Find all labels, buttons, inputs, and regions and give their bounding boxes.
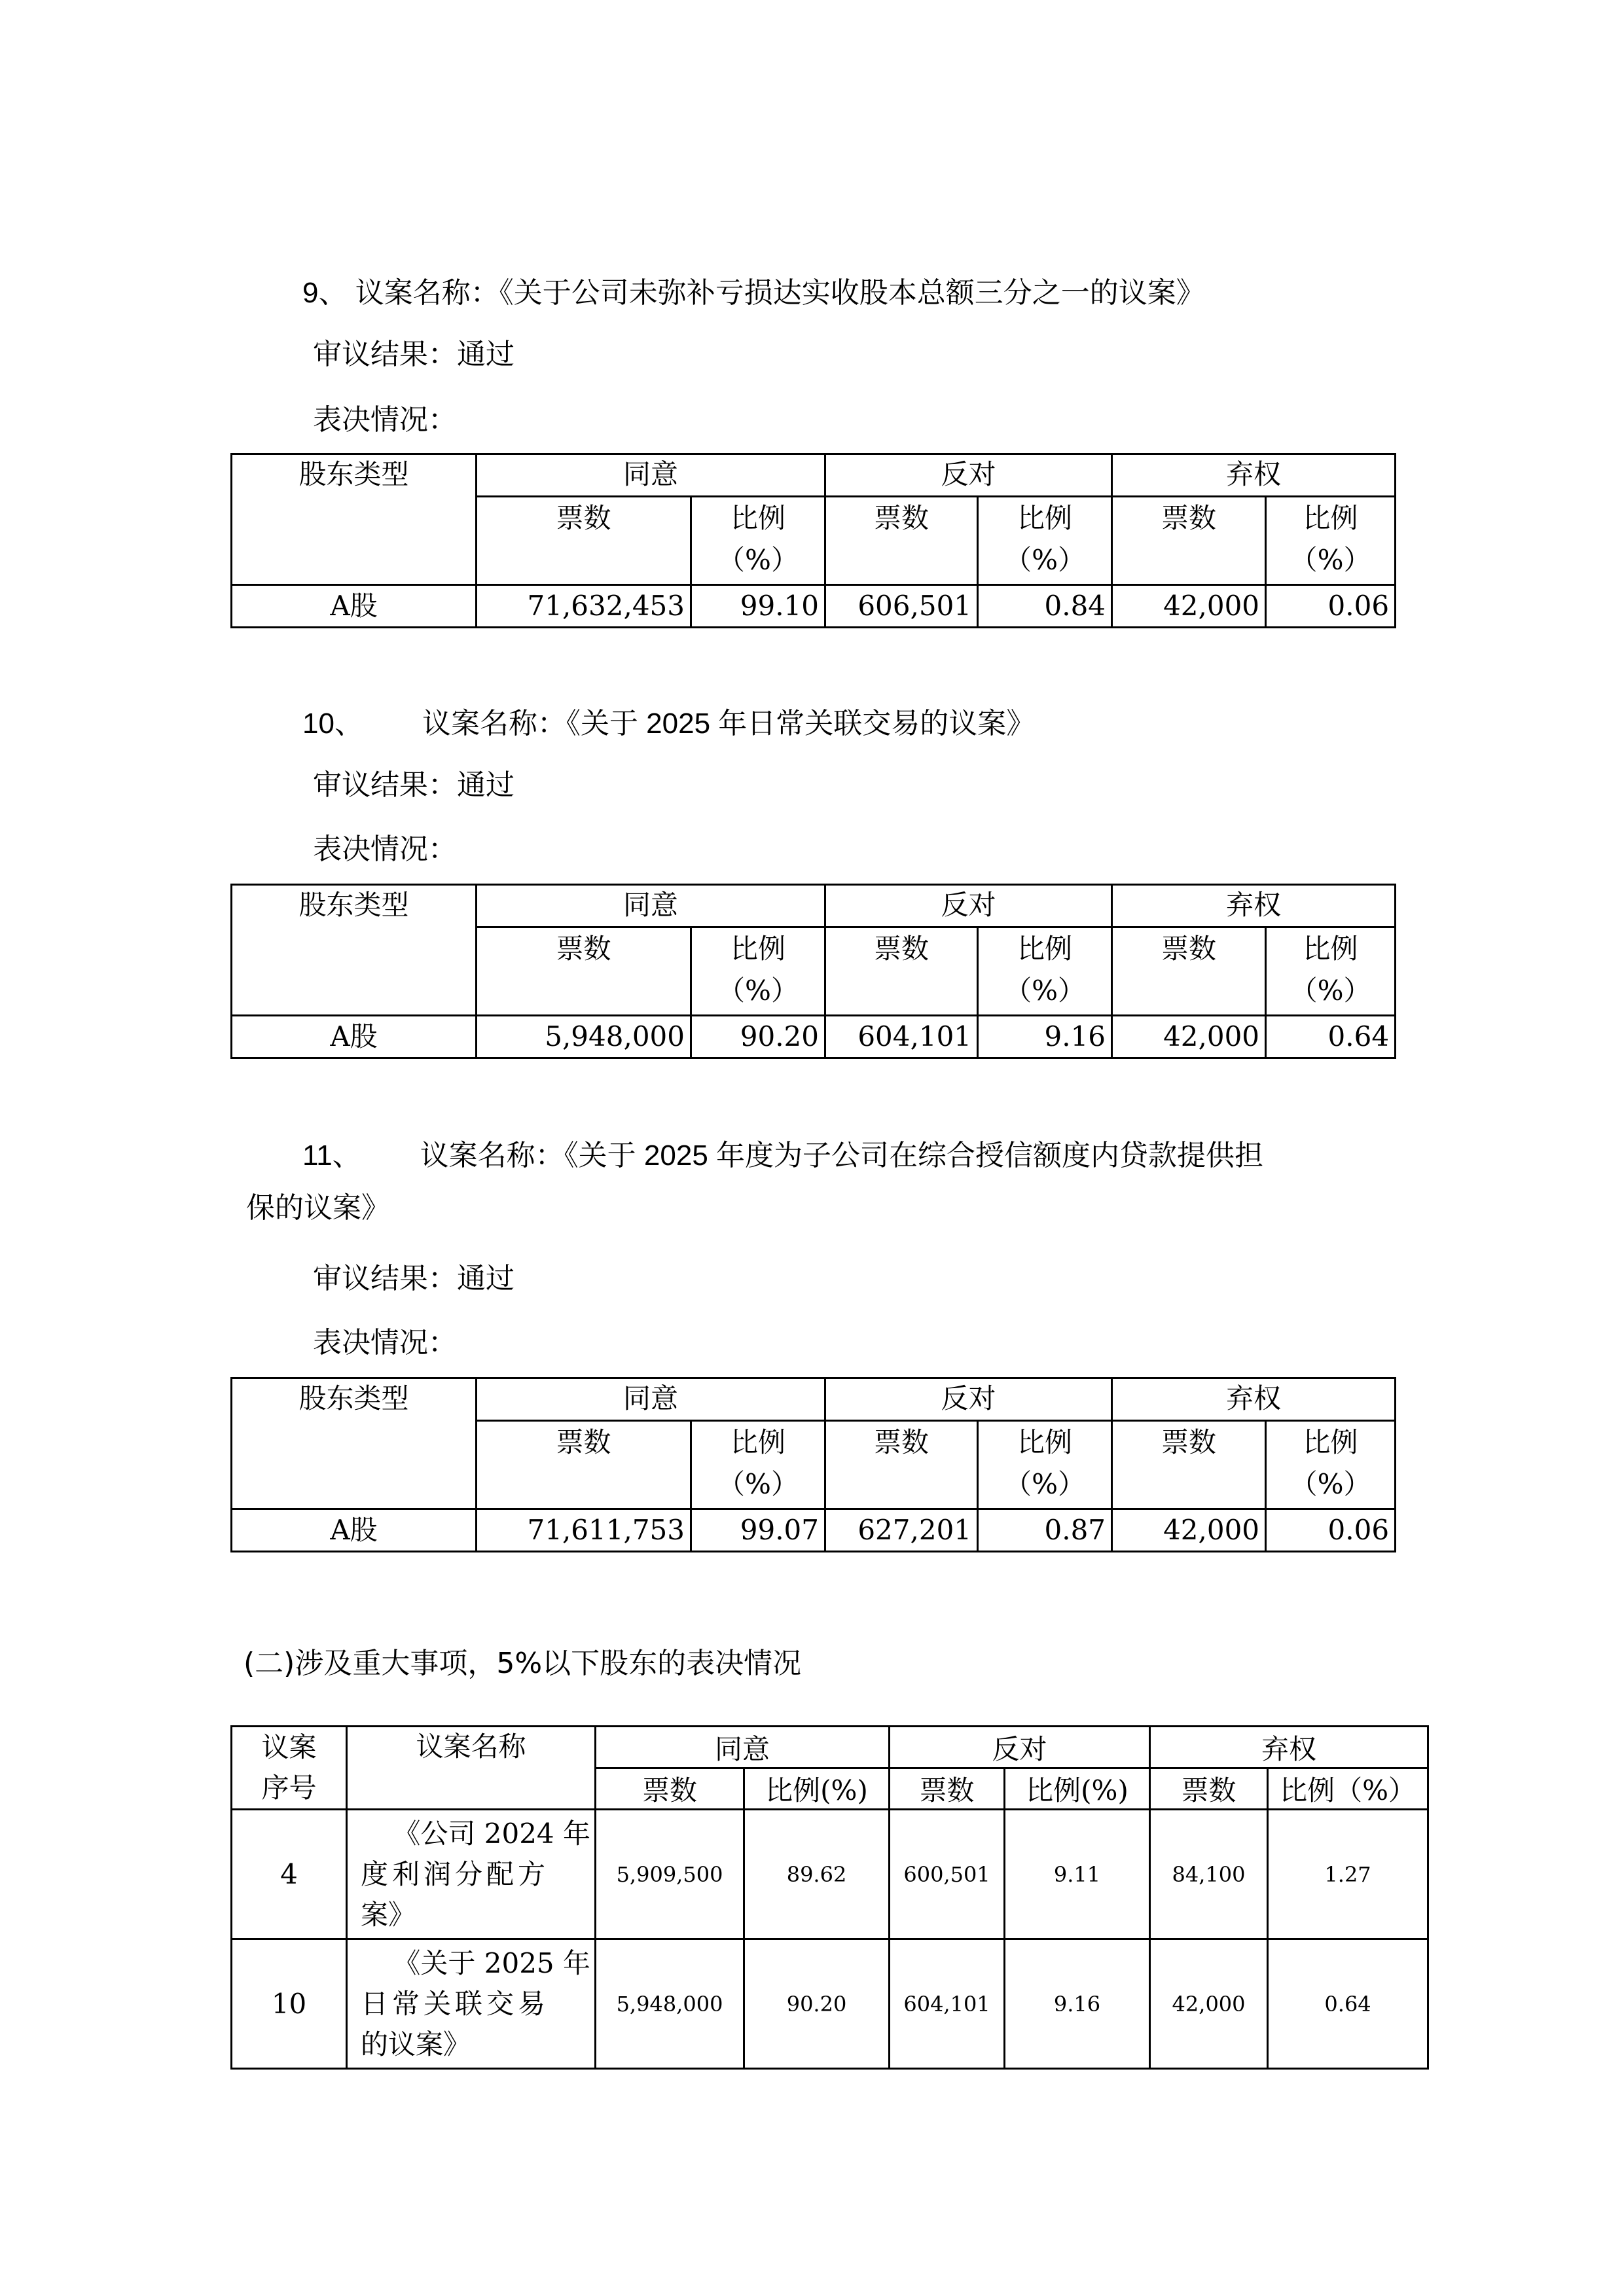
header-votes: 票数: [477, 927, 691, 1016]
cell-agree-votes: 71,632,453: [477, 585, 691, 628]
cell-abstain-pct: 0.64: [1266, 1016, 1396, 1058]
header-abstain: 弃权: [1112, 1378, 1396, 1421]
header-agree: 同意: [477, 454, 825, 497]
cell-against-votes: 606,501: [825, 585, 978, 628]
header-agree: 同意: [596, 1727, 890, 1768]
cell-abstain-pct: 0.64: [1268, 1939, 1428, 2069]
item-9-title: [302, 274, 1205, 313]
header-ratio: 比例（%）: [1268, 1768, 1428, 1810]
header-against: 反对: [825, 454, 1112, 497]
header-seq: 议案 序号: [232, 1727, 347, 1810]
cell-against-votes: 604,101: [890, 1939, 1005, 2069]
cell-abstain-pct: 1.27: [1268, 1810, 1428, 1939]
cell-agree-votes: 5,948,000: [477, 1016, 691, 1058]
header-ratio: 比例(%): [744, 1768, 890, 1810]
item-name: 《关于 2025 年度为子公司在综合授信额度内贷款提供担: [564, 1139, 1264, 1172]
cell-against-pct: 0.87: [978, 1509, 1112, 1552]
cell-abstain-pct: 0.06: [1266, 1509, 1396, 1552]
item-10-vote-label: 表决情况：: [313, 833, 457, 866]
cell-against-pct: 9.16: [978, 1016, 1112, 1058]
cell-agree-votes: 71,611,753: [477, 1509, 691, 1552]
item-name: 《关于公司未弥补亏损达实收股本总额三分之一的议案》: [499, 277, 1205, 309]
cell-against-votes: 600,501: [890, 1810, 1005, 1939]
cell-abstain-votes: 42,000: [1150, 1939, 1268, 2069]
item-9-vote-label: 表决情况：: [313, 403, 457, 437]
vote-table-item-11: [230, 1377, 1396, 1552]
cell-abstain-votes: 42,000: [1112, 585, 1266, 628]
header-abstain: 弃权: [1150, 1727, 1428, 1768]
item-name: 《关于 2025 年日常关联交易的议案》: [566, 708, 1036, 740]
cell-against-pct: 9.11: [1005, 1810, 1150, 1939]
header-abstain: 弃权: [1112, 454, 1396, 497]
name-label: 议案名称：: [420, 1139, 564, 1172]
cell-name: 《公司 2024 年 度利润分配方 案》: [347, 1810, 596, 1939]
header-votes: 票数: [825, 1421, 978, 1509]
table-row: [232, 1509, 1396, 1552]
cell-abstain-votes: 84,100: [1150, 1810, 1268, 1939]
cell-against-votes: 627,201: [825, 1509, 978, 1552]
header-abstain: 弃权: [1112, 885, 1396, 927]
table-row: [232, 1939, 1428, 2069]
item-number: 9、: [302, 277, 348, 309]
cell-agree-pct: 99.07: [691, 1509, 825, 1552]
cell-against-pct: 0.84: [978, 585, 1112, 628]
item-11-vote-label: 表决情况：: [313, 1326, 457, 1359]
header-ratio: 比例 （%）: [1266, 1421, 1396, 1509]
header-votes: 票数: [477, 1421, 691, 1509]
cell-type: A股: [232, 1016, 477, 1058]
header-votes: 票数: [1112, 1421, 1266, 1509]
header-name: 议案名称: [347, 1727, 596, 1810]
cell-abstain-votes: 42,000: [1112, 1509, 1266, 1552]
header-votes: 票数: [825, 927, 978, 1016]
item-10-result: 审议结果：通过: [313, 768, 514, 802]
item-11-result: 审议结果：通过: [313, 1262, 514, 1295]
header-against: 反对: [825, 885, 1112, 927]
cell-name: 《关于 2025 年 日常关联交易 的议案》: [347, 1939, 596, 2069]
cell-agree-votes: 5,948,000: [596, 1939, 744, 2069]
cell-agree-pct: 89.62: [744, 1810, 890, 1939]
cell-against-pct: 9.16: [1005, 1939, 1150, 2069]
table-row: [232, 1016, 1396, 1058]
name-label: 议案名称：: [422, 708, 566, 740]
header-votes: 票数: [477, 497, 691, 585]
header-ratio: 比例 （%）: [1266, 927, 1396, 1016]
header-shareholder-type: 股东类型: [232, 1378, 477, 1509]
name-label: 议案名称：: [355, 277, 499, 309]
header-votes: 票数: [1150, 1768, 1268, 1810]
header-shareholder-type: 股东类型: [232, 885, 477, 1016]
header-ratio: 比例 （%）: [691, 927, 825, 1016]
minority-shareholder-vote-table: [230, 1725, 1429, 2070]
item-11-title: [302, 1136, 1263, 1175]
header-against: 反对: [890, 1727, 1150, 1768]
header-ratio: 比例 （%）: [978, 927, 1112, 1016]
header-agree: 同意: [477, 885, 825, 927]
table-row: [232, 585, 1396, 628]
header-ratio: 比例 （%）: [1266, 497, 1396, 585]
vote-table-item-9: [230, 453, 1396, 628]
cell-seq: 10: [232, 1939, 347, 2069]
cell-abstain-votes: 42,000: [1112, 1016, 1266, 1058]
header-ratio: 比例 （%）: [978, 497, 1112, 585]
cell-type: A股: [232, 585, 477, 628]
cell-against-votes: 604,101: [825, 1016, 978, 1058]
header-votes: 票数: [1112, 497, 1266, 585]
header-ratio: 比例 （%）: [691, 497, 825, 585]
section-2-title: (二)涉及重大事项，5%以下股东的表决情况: [244, 1647, 802, 1680]
item-11-title-cont: 保的议案》: [246, 1192, 390, 1224]
header-ratio: 比例 （%）: [978, 1421, 1112, 1509]
table-row: [232, 1810, 1428, 1939]
header-votes: 票数: [825, 497, 978, 585]
item-10-title: [302, 704, 1035, 744]
item-number: 10、: [302, 708, 363, 740]
cell-type: A股: [232, 1509, 477, 1552]
header-votes: 票数: [890, 1768, 1005, 1810]
item-number: 11、: [302, 1139, 361, 1172]
header-ratio: 比例(%): [1005, 1768, 1150, 1810]
cell-seq: 4: [232, 1810, 347, 1939]
cell-agree-pct: 99.10: [691, 585, 825, 628]
vote-table-item-10: [230, 884, 1396, 1059]
cell-agree-pct: 90.20: [691, 1016, 825, 1058]
cell-agree-votes: 5,909,500: [596, 1810, 744, 1939]
header-ratio: 比例 （%）: [691, 1421, 825, 1509]
item-9-result: 审议结果：通过: [313, 338, 514, 371]
cell-agree-pct: 90.20: [744, 1939, 890, 2069]
header-votes: 票数: [1112, 927, 1266, 1016]
header-against: 反对: [825, 1378, 1112, 1421]
header-votes: 票数: [596, 1768, 744, 1810]
header-agree: 同意: [477, 1378, 825, 1421]
cell-abstain-pct: 0.06: [1266, 585, 1396, 628]
header-shareholder-type: 股东类型: [232, 454, 477, 585]
